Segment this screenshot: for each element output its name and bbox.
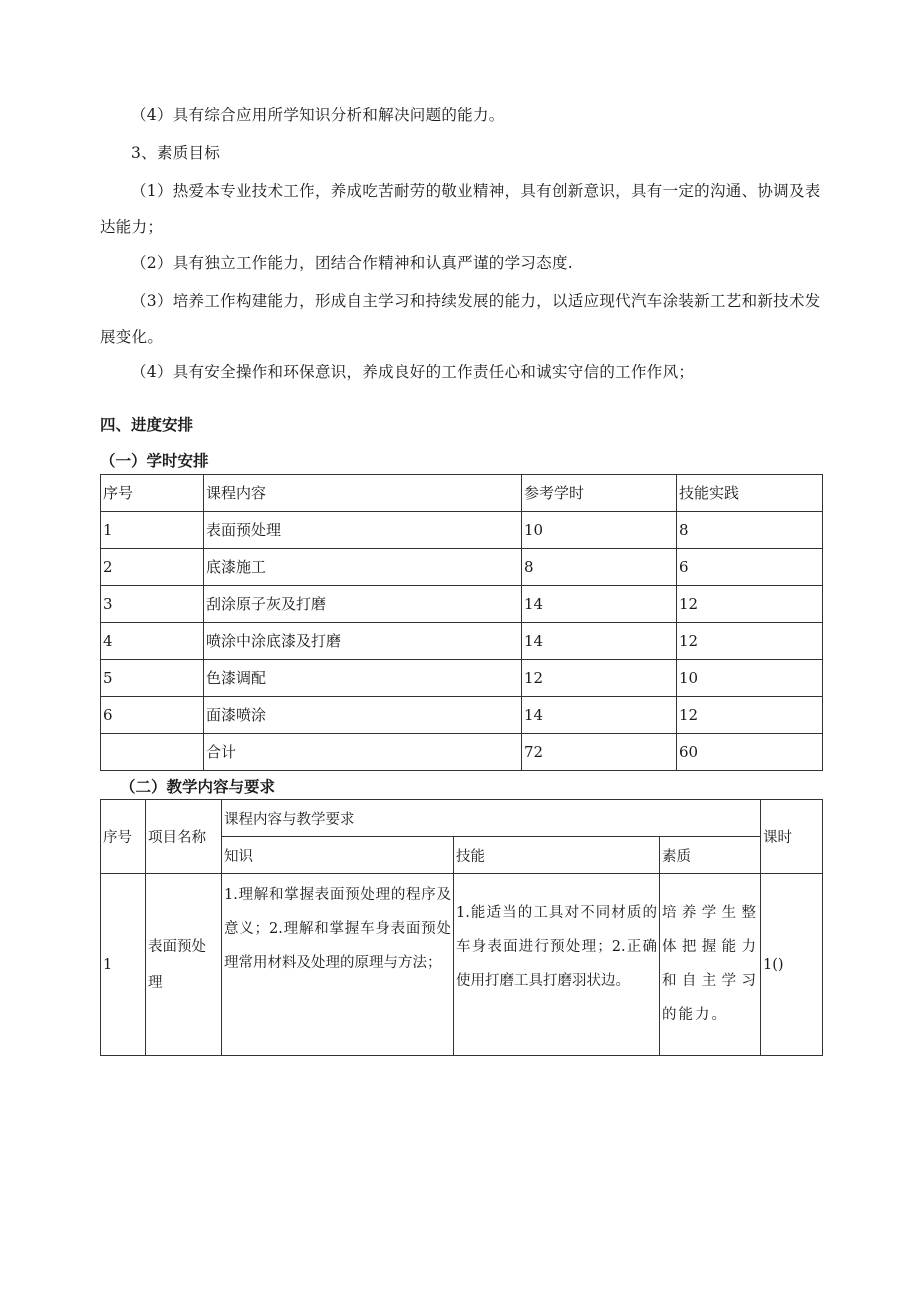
header-ref-hours: 参考学时	[522, 475, 677, 512]
cell-hours: 1()	[761, 874, 823, 1056]
table-header-row	[101, 475, 823, 512]
hours-table	[100, 474, 823, 771]
cell-content: 面漆喷涂	[204, 697, 522, 734]
cell-skill: 1.能适当的工具对不同材质的车身表面进行预处理；2.正确使用打磨工具打磨羽状边。	[454, 874, 660, 1056]
cell-no	[101, 734, 204, 771]
table-row	[101, 586, 823, 623]
cell-total-practice: 60	[677, 734, 823, 771]
cell-project-name: 表面预处理	[146, 874, 222, 1056]
cell-no: 2	[101, 549, 204, 586]
paragraph-ability-4: （4）具有综合应用所学知识分析和解决问题的能力。	[131, 106, 505, 124]
cell-total-label: 合计	[204, 734, 522, 771]
table-row	[101, 623, 823, 660]
subheading-hours: （一）学时安排	[100, 452, 209, 470]
cell-hours: 12	[522, 660, 677, 697]
paragraph-quality-1: （1）热爱本专业技术工作，养成吃苦耐劳的敬业精神，具有创新意识，具有一定的沟通、协调及表达能力；	[100, 182, 821, 236]
cell-no: 1	[101, 874, 146, 1056]
table-row	[101, 874, 823, 1056]
paragraph-quality-4: （4）具有安全操作和环保意识，养成良好的工作责任心和诚实守信的工作作风；	[131, 363, 695, 381]
cell-hours: 14	[522, 697, 677, 734]
cell-hours: 10	[522, 512, 677, 549]
table-header-row	[101, 800, 823, 837]
table-row	[101, 697, 823, 734]
subheading-content: （二）教学内容与要求	[120, 778, 276, 796]
header-practice: 技能实践	[677, 475, 823, 512]
table-row	[101, 512, 823, 549]
cell-hours: 8	[522, 549, 677, 586]
cell-practice: 12	[677, 697, 823, 734]
header-content-requirements: 课程内容与教学要求	[222, 800, 761, 837]
header-content: 课程内容	[204, 475, 522, 512]
cell-hours: 14	[522, 623, 677, 660]
header-knowledge: 知识	[222, 837, 454, 874]
cell-quality: 培养学生整体把握能力和自主学习的能力。	[660, 874, 761, 1056]
cell-practice: 10	[677, 660, 823, 697]
paragraph-quality-2: （2）具有独立工作能力，团结合作精神和认真严谨的学习态度.	[131, 254, 573, 272]
cell-hours: 14	[522, 586, 677, 623]
section-heading-schedule: 四、进度安排	[100, 416, 194, 434]
cell-no: 4	[101, 623, 204, 660]
header-hours: 课时	[761, 800, 823, 874]
header-no: 序号	[101, 475, 204, 512]
cell-practice: 12	[677, 586, 823, 623]
cell-total-hours: 72	[522, 734, 677, 771]
paragraph-quality-3: （3）培养工作构建能力，形成自主学习和持续发展的能力，以适应现代汽车涂装新工艺和新技术发展变化。	[100, 292, 821, 346]
header-quality: 素质	[660, 837, 761, 874]
cell-practice: 12	[677, 623, 823, 660]
header-skill: 技能	[454, 837, 660, 874]
cell-practice: 8	[677, 512, 823, 549]
header-no: 序号	[101, 800, 146, 874]
cell-content: 底漆施工	[204, 549, 522, 586]
paragraph-quality-goals-title: 3、素质目标	[131, 144, 221, 162]
content-requirements-table	[100, 799, 823, 1056]
table-total-row	[101, 734, 823, 771]
cell-content: 表面预处理	[204, 512, 522, 549]
cell-no: 5	[101, 660, 204, 697]
table-row	[101, 660, 823, 697]
cell-content: 喷涂中涂底漆及打磨	[204, 623, 522, 660]
cell-no: 1	[101, 512, 204, 549]
header-project-name: 项目名称	[146, 800, 222, 874]
cell-no: 6	[101, 697, 204, 734]
cell-knowledge: 1.理解和掌握表面预处理的程序及意义；2.理解和掌握车身表面预处理常用材料及处理的原理与方法；	[222, 874, 454, 1056]
cell-practice: 6	[677, 549, 823, 586]
cell-no: 3	[101, 586, 204, 623]
table-row	[101, 549, 823, 586]
cell-content: 色漆调配	[204, 660, 522, 697]
cell-content: 刮涂原子灰及打磨	[204, 586, 522, 623]
